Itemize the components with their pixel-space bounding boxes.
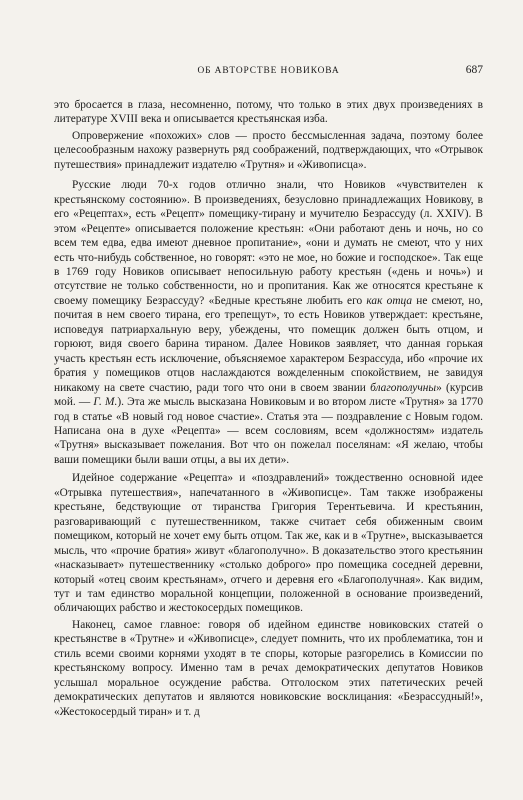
text-run: ). Эта же мысль высказана Новиковым и во втором листе «Трутня» за 1770 год в статье «В новый год новое счастие». Статья эта — поздравление с Новым годом. Написана она в духе «Рецепта» — всем сословиям, всем «должностям» издатель «Трутня» высказывает пожелания. Вот что он пожелал поселянам: «Я желаю, чтобы ваши помещики были ваши отцы, а вы их дети».: [54, 396, 484, 466]
body-text: [54, 98, 483, 719]
running-head-title: ОБ АВТОРСТВЕ НОВИКОВА: [197, 66, 340, 76]
paragraph-4: [54, 471, 483, 616]
text-run: это бросается в глаза, несомненно, потому, что только в этих двух произведениях в литературе XVIII века и описывается крестьянская изба.: [54, 99, 483, 126]
text-run: Опровержение «похожих» слов — просто бессмысленная задача, поэтому более целесообразным нахожу развернуть ряд соображений, подтверждающих, что «Отрывок путешествия» принадлежит издателю «Трутня» и «Живописца».: [54, 129, 483, 171]
paragraph-5: [54, 618, 483, 719]
text-run: » (курсив мой. —: [54, 381, 483, 409]
italic-run: Г. М.: [93, 396, 118, 409]
italic-run: как отца: [366, 294, 413, 307]
running-head: [54, 66, 483, 84]
paragraph-3: [54, 178, 483, 467]
paragraph-1: [54, 98, 483, 127]
italic-run: благополучны: [370, 381, 437, 394]
text-run: Идейное содержание «Рецепта» и «поздравлений» тождественно основной идее «Отрывка путешествия», напечатанного в «Живописце». Там также изображены крестьяне, бедствующие от тиранства Григория Терентьевича. И крестьянин, разговаривающий с путешественником, также считает себя обиженным своим помещиком, который не хочет ему быть отцом. Так же, как и в «Трутне», высказывается мысль, что «прочие братия» живут «благополучно». В доказательство этого крестьянин «насказывает» путешественнику «столько доброго» про помещика соседней деревни, который «отец своим крестьянам», отчего и деревня его «Благополучная». Как видим, тут и там единство моральной концепции, положенной в основание произведений, обличающих рабство и жестокосердых помещиков.: [54, 472, 483, 615]
text-run: не смеют, но, почитая в нем своего тирана, его трепещут», то есть Новиков утверждает: крестьяне, исповедуя патриархальную веру, убеждены, что помещик должен быть отцом, и горюют, видя своего барина тираном. Далее Новиков заявляет, что данная горькая участь крестьян есть исключение, объясняемое характером Безрассуда, ибо «прочие их братия у помещиков отцов наслаждаются вожделенным спокойствием, не завидуя никакому на свете счастию, ради того что они в своем звании: [54, 294, 483, 394]
paragraph-2: [54, 129, 483, 172]
text-run: Наконец, самое главное: говоря об идейном единстве новиковских статей о крестьянстве в «Трутне» и «Живописце», следует помнить, что их проблематика, тон и стиль всеми своими корнями уходят в те споры, которые разгорелись в Комиссии по крестьянскому вопросу. Именно там в речах демократических депутатов Новиков услышал моральное осуждение рабства. Отголоском этих патетических речей демократических депутатов и являются новиковские восклицания: «Безрассудный!», «Жестокосердый тиран» и т. д: [54, 618, 483, 718]
text-run: Русские люди 70-х годов отлично знали, что Новиков «чувствителен к крестьянскому состоянию». В произведениях, безусловно принадлежащих Новикову, в его «Рецептах», есть «Рецепт» помещику-тирану и мучителю Безрассуду (л. XXIV). В этом «Рецепте» описывается положение крестьян: «Они работают день и ночь, но со всем тем едва, едва имеют дневное пропитание», «они и думать не смеют, что у них есть что-нибудь собственное, но говорят: «это не мое, но божие и господское». Так еще в 1769 году Новиков описывает непосильную работу крестьян («день и ночь») и отсутствие не только собственности, но и пропитания. Как же относятся крестьяне к своему помещику Безрассуду? «Бедные крестьяне любить его: [54, 179, 483, 307]
page-number: 687: [465, 64, 483, 76]
